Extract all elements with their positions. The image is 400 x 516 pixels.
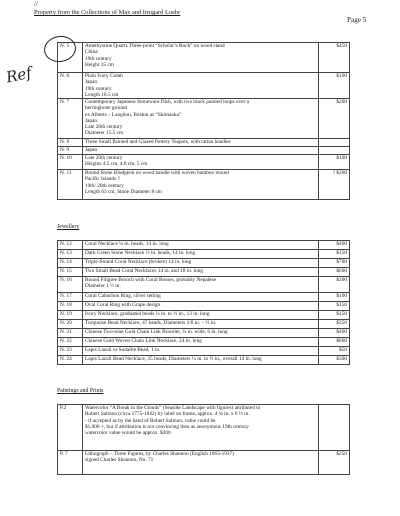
lot-estimate: $150 <box>319 311 350 320</box>
lot-description <box>83 356 319 365</box>
lot-number: P. 7 <box>58 451 83 475</box>
lot-estimate: $400 <box>319 241 350 250</box>
lot-description <box>83 451 319 475</box>
description-line: China <box>85 49 98 56</box>
description-line: Length 18.5 cm <box>85 91 119 98</box>
description-line: Japan <box>85 147 98 153</box>
description-line: Japan <box>85 117 98 124</box>
table-row <box>58 155 350 170</box>
description-line: ex Alberts – Langdon, Boston as “Shimaoka” <box>85 111 182 118</box>
lot-number: P.2 <box>58 405 83 451</box>
lot-estimate <box>319 147 350 155</box>
lot-estimate: $400 <box>319 329 350 338</box>
description-line: 19th century <box>85 85 112 92</box>
table-row <box>58 356 350 365</box>
lot-estimate <box>319 139 350 147</box>
lot-description <box>83 139 319 147</box>
description-line: Round Filigree Brooch with Coral Bosses, probably Nepalese <box>85 277 216 283</box>
table-row <box>58 338 350 347</box>
lot-description <box>83 73 319 99</box>
description-line: Round Stone Bludgeon on wood handle with woven bamboo mount <box>85 170 230 176</box>
page-number: Page 5 <box>347 16 367 24</box>
description-line: - if accepted as by the hand of Robert Salmon, value could be <box>85 417 216 424</box>
description-line: herringbone ground <box>85 105 127 112</box>
table-row <box>58 139 350 147</box>
pen-mark: // <box>34 0 38 8</box>
lot-description <box>83 320 319 329</box>
table-row <box>58 302 350 311</box>
lot-description <box>83 268 319 277</box>
lot-description <box>83 43 319 73</box>
table-row <box>58 405 350 451</box>
table-row <box>58 320 350 329</box>
table-row <box>58 311 350 320</box>
lot-estimate: $50 <box>319 347 350 356</box>
lot-estimate: $800 <box>319 338 350 347</box>
description-line: Triple-Strand Coral Necklace (broken) 14 in. long <box>85 259 192 265</box>
lot-description <box>83 147 319 155</box>
description-line: Height 15 cm <box>85 61 114 68</box>
description-line: Late 20th century <box>85 155 123 161</box>
lot-estimate: $150 <box>319 302 350 311</box>
description-line: Coral Necklace ¼ in. beads, 14 in. long <box>85 241 169 247</box>
description-line: $1,000 +, but if attribution is not convincing then as anonymous 19th century <box>85 423 249 430</box>
lot-description <box>83 311 319 320</box>
table-row <box>58 277 350 293</box>
description-line: Coral Cabachon Ring, silver setting <box>85 293 161 299</box>
lot-description <box>83 250 319 259</box>
description-line: Lapis Lazuli or Sodalite Bead, 1 in. <box>85 347 161 353</box>
section-heading-jewellery: Jewellery <box>57 224 80 230</box>
lot-number: N. 16 <box>58 277 83 293</box>
lot-estimate: $150 <box>319 250 350 259</box>
lot-estimate: $200 <box>319 99 350 139</box>
lot-description <box>83 338 319 347</box>
lot-estimate: $300 <box>319 356 350 365</box>
lot-description <box>83 347 319 356</box>
lot-estimate: $700 <box>319 259 350 268</box>
lot-description <box>83 277 319 293</box>
description-line: Heights 4.5 cm, 4.8 cm, 5 cm <box>85 161 148 168</box>
lot-estimate: ? $200 <box>319 170 350 200</box>
description-line: Japan <box>85 79 98 86</box>
lot-number: N. 5 <box>58 43 83 73</box>
lot-number: N. 23 <box>58 347 83 356</box>
lot-description <box>83 293 319 302</box>
lot-number: N. 20 <box>58 320 83 329</box>
description-line: 19th century <box>85 55 112 62</box>
description-line: Pacific Islands ? <box>85 176 120 183</box>
lot-estimate: $100 <box>319 73 350 99</box>
description-line: Amethystine Quartz Three-point “Scholar’s Rock” on wood stand <box>85 43 225 49</box>
description-line: Lapis Lazuli Bead Necklace, 35 beads, Diameters ¼ in. to ½ in., overall 14 in. long <box>85 356 262 362</box>
description-line: Three Small Painted and Glazed Pottery Teapots, with rattan handles <box>85 139 231 145</box>
lot-estimate <box>319 405 350 451</box>
description-line: Robert Salmon (circa 1775-1842) by label on frame, approx. 4 ¾ in. x 6 ½ in. <box>85 411 250 418</box>
description-line: watercolor value would be approx. $200 <box>85 430 171 436</box>
lot-number: N. 22 <box>58 338 83 347</box>
description-line: Diameter 15.5 cm <box>85 130 124 137</box>
lot-description <box>83 155 319 170</box>
lot-description <box>83 99 319 139</box>
lot-description <box>83 329 319 338</box>
description-line: Length 63 cm, Stone Diameter 8 cm <box>85 188 162 195</box>
lot-estimate: $100 <box>319 293 350 302</box>
section-heading-paintings: Paintings and Prints <box>57 388 104 394</box>
lot-number: N. 13 <box>58 250 83 259</box>
lot-description <box>83 259 319 268</box>
table-row <box>58 241 350 250</box>
items-table-jewellery <box>57 240 350 365</box>
description-line: Dark Green Stone Necklace ½ in. beads, 14 in. long <box>85 250 196 256</box>
lot-number: N. 11 <box>58 170 83 200</box>
lot-number: N. 24 <box>58 356 83 365</box>
lot-number: N. 9 <box>58 147 83 155</box>
description-line: signed Charles Shannon, No. 71 <box>85 457 154 464</box>
lot-number: N. 7 <box>58 99 83 139</box>
description-line: Late 20th century <box>85 124 123 130</box>
table-row <box>58 451 350 475</box>
handwritten-ref-note: Ref <box>4 63 34 87</box>
description-line: Turquoise Bead Necklace, 47 beads, Diameters 1/8 in. – ½ in. <box>85 320 217 326</box>
lot-description <box>83 302 319 311</box>
description-line: Diameter 1 ½ in. <box>85 283 121 290</box>
table-row <box>58 147 350 155</box>
lot-number: N. 21 <box>58 329 83 338</box>
lot-estimate: $600 <box>319 268 350 277</box>
items-table-paintings <box>57 404 350 475</box>
lot-number: N. 15 <box>58 268 83 277</box>
lot-number: N. 18 <box>58 302 83 311</box>
document-title: Property from the Collections of Max and Irmgard Loehr <box>34 9 181 16</box>
table-row <box>58 268 350 277</box>
lot-number: N. 10 <box>58 155 83 170</box>
lot-description <box>83 241 319 250</box>
items-table-general <box>57 42 350 200</box>
lot-estimate: $250 <box>319 451 350 475</box>
lot-number: N. 19 <box>58 311 83 320</box>
lot-number: N. 12 <box>58 241 83 250</box>
lot-estimate: $450 <box>319 43 350 73</box>
lot-number: N. 17 <box>58 293 83 302</box>
lot-number: N. 8 <box>58 139 83 147</box>
description-line: Ivory Necklace, graduated beads ¼ in. to ½ in., 13 in. long <box>85 311 210 317</box>
lot-description <box>83 170 319 200</box>
description-line: Two Small Bead Coral Necklaces 14 in. and 18 in. long <box>85 268 203 274</box>
table-row <box>58 170 350 200</box>
description-line: Plain Ivory Comb <box>85 73 123 79</box>
table-row <box>58 259 350 268</box>
table-row <box>58 293 350 302</box>
lot-number: N. 6 <box>58 73 83 99</box>
description-line: Contemporary Japanese Stoneware Dish, with two black painted loops over a <box>85 99 250 105</box>
lot-estimate: $350 <box>319 320 350 329</box>
table-row <box>58 73 350 99</box>
description-line: Watercolor “A Break in the Clouds” (Seaside Landscape with figures) attributed to <box>85 405 261 411</box>
lot-description <box>83 405 319 451</box>
description-line: Lithograph – Three Figures, by Charles Shannon (English 1863-1937) <box>85 451 234 457</box>
description-line: Chinese Gold Woven Chain Link Necklace, 24 in. long <box>85 338 202 344</box>
table-row <box>58 250 350 259</box>
table-row <box>58 43 350 73</box>
description-line: Oval Coral Ring with Grape design <box>85 302 161 308</box>
description-line: 19th/ 20th century <box>85 182 124 189</box>
lot-estimate: $100 <box>319 155 350 170</box>
table-row <box>58 329 350 338</box>
lot-number: N. 14 <box>58 259 83 268</box>
table-row <box>58 99 350 139</box>
lot-estimate: $200 <box>319 277 350 293</box>
description-line: Chinese Two-tone Gold Chain Link Bracelet, ¼ in. wide, 6 in. long <box>85 329 228 335</box>
table-row <box>58 347 350 356</box>
